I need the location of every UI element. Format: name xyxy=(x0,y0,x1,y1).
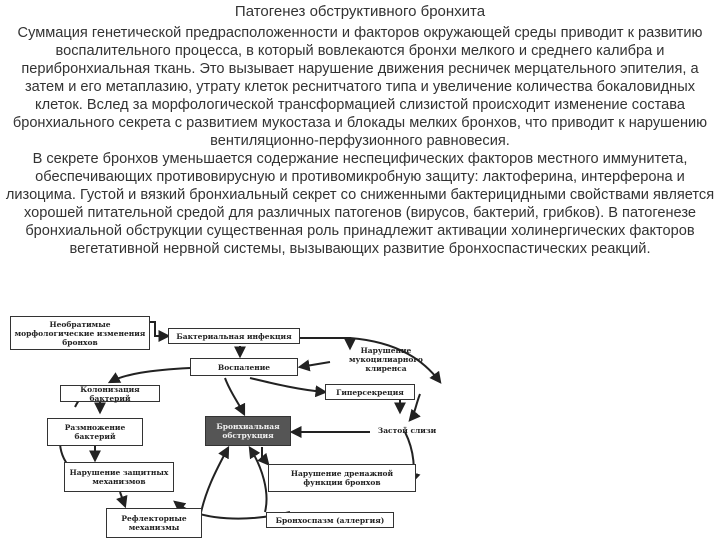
node-reflex: Рефлекторные механизмы xyxy=(106,508,202,538)
node-colonization: Колонизация бактерий xyxy=(60,385,160,402)
node-inflammation: Воспаление xyxy=(190,358,298,376)
node-mucociliary: Нарушение мукоцилиарного клиренса xyxy=(349,345,423,373)
arrow-morph-to-infection xyxy=(150,322,168,336)
arrow-inflammation-to-obstruction xyxy=(225,378,244,414)
node-hypersecretion: Гиперсекреция xyxy=(325,384,415,400)
node-drainage: Нарушение дренажной функции бронхов xyxy=(268,464,416,492)
arrow-reflex-to-obstruction xyxy=(200,448,228,517)
paragraph-1: Суммация генетической предрасположенности и факторов окружающей среды приводит к развитию воспалительного процесса, в который вовлекаются бронхи мелкого и среднего калибра и перибронхиальная ткань. Это вызывает нарушение движения ресничек мерцательного эпителия, а затем и его метаплазию, утрату клеток реснитчатого типа и увеличение количества бокаловидных клеток. Вслед за морфологической трансформацией слизистой происходит изменение состава бронхиального секрета с развитием мукостаза и блокады мелких бронхов, что приводит к нарушению вентиляционно-перфузионного равновесия. xyxy=(12,25,708,149)
node-obstruction: Бронхиальная обструкция xyxy=(205,416,291,446)
arrow-inflammation-to-colonization xyxy=(110,368,190,382)
node-defense: Нарушение защитных механизмов xyxy=(64,462,174,492)
node-mucus-stasis: Застой слизи xyxy=(377,426,437,435)
body-text xyxy=(4,24,716,258)
node-morph-changes: Необратимые морфологические изменения бронхов xyxy=(10,316,150,350)
node-bacterial-infection: Бактериальная инфекция xyxy=(168,328,300,344)
pathogenesis-diagram xyxy=(0,312,720,540)
node-reproduction: Размножение бактерий xyxy=(47,418,143,446)
node-bronchospasm: Бронхоспазм (аллергия) xyxy=(266,512,394,528)
arrow-spasm-to-obstruction xyxy=(250,448,267,512)
arrow-defense-to-reflex xyxy=(120,492,125,506)
arrow-mucociliary-to-inflammation xyxy=(300,362,330,367)
slide-title: Патогенез обструктивного бронхита xyxy=(234,3,486,20)
paragraph-2: В секрете бронхов уменьшается содержание неспецифических факторов местного иммунитета, обеспечивающих противовирусную и противомикробную защиту: лактоферина, интерферона и лизоцима. Густой и вязкий бронхиальный секрет со сниженными бактерицидными свойствами является хорошей питательной средой для различных патогенов (вирусов, бактерий, грибков). В патогенезе бронхиальной обструкции существенная роль принадлежит активации холинергических факторов вегетативной нервной системы, вызывающих развитие бронхоспастических реакций. xyxy=(5,151,715,257)
arrow-obstruction-to-drainage xyxy=(262,447,268,464)
arrow-inflammation-to-hypersecretion xyxy=(250,378,325,392)
